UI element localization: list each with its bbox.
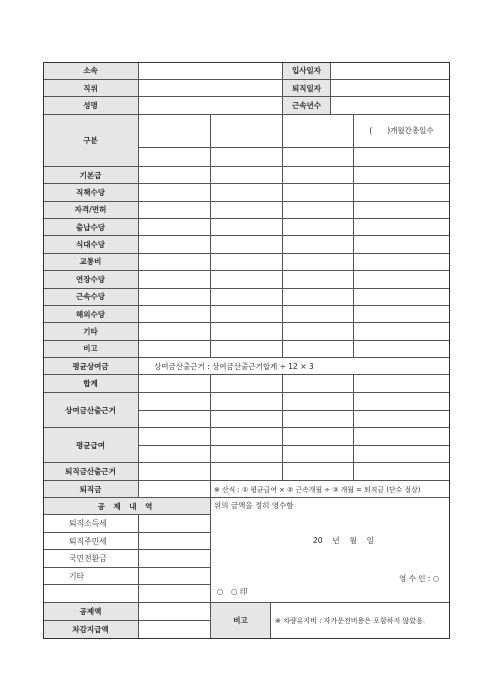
- item-value-cell[interactable]: [354, 341, 450, 358]
- item-value-cell[interactable]: [354, 306, 450, 323]
- bonus-basis-r1c3[interactable]: [283, 393, 354, 411]
- label-severance-basis: 퇴직금산출근거: [43, 463, 139, 481]
- value-position[interactable]: [139, 80, 283, 97]
- bonus-basis-r2c4[interactable]: [354, 411, 450, 428]
- bonus-basis-r1c4[interactable]: [354, 393, 450, 411]
- item-value-cell[interactable]: [139, 306, 211, 323]
- value-affiliation[interactable]: [139, 62, 283, 80]
- value-service-years[interactable]: [331, 97, 450, 115]
- avg-wage-r1c2[interactable]: [211, 428, 283, 446]
- item-value-cell[interactable]: [211, 184, 283, 201]
- item-value-cell[interactable]: [354, 289, 450, 306]
- item-value-cell[interactable]: [139, 341, 211, 358]
- deduction-item-value[interactable]: [139, 585, 211, 603]
- avg-wage-r1c3[interactable]: [283, 428, 354, 446]
- severance-basis-col4[interactable]: [354, 463, 450, 481]
- item-value-cell[interactable]: [283, 167, 354, 184]
- label-total: 합계: [43, 375, 139, 393]
- severance-formula: ※ 산식 : ① 평균급여 × ② 근속개월 ÷ ③ 개월 = 퇴직금 (단수 절상): [211, 481, 450, 498]
- severance-basis-col3[interactable]: [283, 463, 354, 481]
- label-retire-date: 퇴직일자: [283, 80, 331, 97]
- total-col4[interactable]: [354, 375, 450, 393]
- deduction-item-label: 국민전환금: [43, 550, 139, 568]
- total-col1[interactable]: [139, 375, 211, 393]
- bonus-basis-r1c2[interactable]: [211, 393, 283, 411]
- label-avg-bonus: 평균상여금: [43, 358, 139, 375]
- division-col1-bottom[interactable]: [139, 148, 211, 167]
- receipt-receiver: 영 수 인 : ○: [399, 574, 440, 583]
- deduction-item-label: 퇴직소득세: [43, 515, 139, 533]
- deduction-item-value[interactable]: [139, 533, 211, 550]
- item-value-cell[interactable]: [211, 202, 283, 219]
- label-position: 직위: [43, 80, 139, 97]
- deduction-item-value[interactable]: [139, 515, 211, 533]
- deduction-item-label: 퇴직주민세: [43, 533, 139, 550]
- division-col1-top[interactable]: [139, 115, 211, 148]
- item-value-cell[interactable]: [283, 202, 354, 219]
- item-value-cell[interactable]: [283, 289, 354, 306]
- label-deduct-amount: 공제액: [43, 603, 139, 621]
- item-value-cell[interactable]: [211, 306, 283, 323]
- item-value-cell[interactable]: [354, 219, 450, 236]
- avg-wage-r1c1[interactable]: [139, 428, 211, 446]
- label-remark-footer: 비고: [211, 603, 271, 639]
- item-value-cell[interactable]: [354, 202, 450, 219]
- item-value-cell[interactable]: [283, 219, 354, 236]
- item-value-cell[interactable]: [354, 236, 450, 253]
- item-value-cell[interactable]: [211, 289, 283, 306]
- label-item: 식대수당: [43, 236, 139, 253]
- item-value-cell[interactable]: [211, 219, 283, 236]
- label-severance: 퇴직금: [43, 481, 139, 498]
- item-value-cell[interactable]: [139, 289, 211, 306]
- label-bonus-basis: 상여금산출근거: [43, 393, 139, 428]
- bonus-basis-r1c1[interactable]: [139, 393, 211, 411]
- label-avg-wage: 평균급여: [43, 428, 139, 463]
- label-division: 구분: [43, 115, 139, 167]
- avg-wage-r2c4[interactable]: [354, 446, 450, 463]
- item-value-cell[interactable]: [139, 254, 211, 271]
- severance-pay-form: [43, 62, 450, 639]
- item-value-cell[interactable]: [211, 167, 283, 184]
- value-name[interactable]: [139, 97, 283, 115]
- item-value-cell[interactable]: [283, 254, 354, 271]
- severance-basis-col1[interactable]: [139, 463, 211, 481]
- item-value-cell[interactable]: [211, 341, 283, 358]
- item-value-cell[interactable]: [139, 271, 211, 288]
- bonus-basis-r2c2[interactable]: [211, 411, 283, 428]
- label-item: 기본급: [43, 167, 139, 184]
- division-col2-top[interactable]: [211, 115, 283, 148]
- item-value-cell[interactable]: [139, 167, 211, 184]
- division-col4-bottom[interactable]: [354, 148, 450, 167]
- label-item: 근속수당: [43, 289, 139, 306]
- item-value-cell[interactable]: [139, 219, 211, 236]
- item-value-cell[interactable]: [211, 323, 283, 340]
- total-days-text: ( )개월간총일수: [369, 126, 434, 135]
- label-item: 자격/면허: [43, 202, 139, 219]
- item-value-cell[interactable]: [283, 184, 354, 201]
- division-col3-bottom[interactable]: [283, 148, 354, 167]
- severance-amount[interactable]: [139, 481, 211, 498]
- item-value-cell[interactable]: [283, 236, 354, 253]
- avg-wage-r2c3[interactable]: [283, 446, 354, 463]
- label-item: 직책수당: [43, 184, 139, 201]
- value-retire-date[interactable]: [331, 80, 450, 97]
- division-col2-bottom[interactable]: [211, 148, 283, 167]
- avg-bonus-formula: 상여금산출근거 : 상여금산출근거합계 ÷ 12 × 3: [139, 358, 450, 375]
- item-value-cell[interactable]: [354, 167, 450, 184]
- label-item: 기타: [43, 323, 139, 340]
- total-days-cell: [354, 115, 450, 148]
- item-value-cell[interactable]: [283, 323, 354, 340]
- receipt-text: 위의 금액을 정히 영수함: [214, 501, 294, 510]
- item-value-cell[interactable]: [354, 271, 450, 288]
- item-value-cell[interactable]: [283, 341, 354, 358]
- severance-basis-col2[interactable]: [211, 463, 283, 481]
- label-net-pay: 차감지급액: [43, 621, 139, 639]
- deduction-item-label: [43, 585, 139, 603]
- label-item: 연장수당: [43, 271, 139, 288]
- label-item: 교통비: [43, 254, 139, 271]
- label-item: 출납수당: [43, 219, 139, 236]
- receipt-seal: ○ ○ 印: [217, 587, 248, 596]
- avg-wage-r2c2[interactable]: [211, 446, 283, 463]
- item-value-cell[interactable]: [139, 184, 211, 201]
- bonus-basis-r2c1[interactable]: [139, 411, 211, 428]
- item-value-cell[interactable]: [139, 323, 211, 340]
- total-col3[interactable]: [283, 375, 354, 393]
- label-item: 해외수당: [43, 306, 139, 323]
- label-join-date: 입사일자: [283, 62, 331, 80]
- item-value-cell[interactable]: [283, 271, 354, 288]
- deduction-header: 공 제 내 역: [43, 498, 211, 515]
- item-value-cell[interactable]: [283, 306, 354, 323]
- deduction-item-value[interactable]: [139, 568, 211, 585]
- item-value-cell[interactable]: [211, 236, 283, 253]
- deduction-item-value[interactable]: [139, 550, 211, 568]
- value-net-pay[interactable]: [139, 621, 211, 639]
- remark-text: ※ 차량유지비 : 자가운전비용은 포함하지 않았음.: [271, 603, 450, 639]
- item-value-cell[interactable]: [139, 202, 211, 219]
- receipt-date: 20 년 월 일: [313, 536, 374, 545]
- value-deduct-amount[interactable]: [139, 603, 211, 621]
- value-join-date[interactable]: [331, 62, 450, 80]
- item-value-cell[interactable]: [139, 236, 211, 253]
- deduction-item-label: 기타: [43, 568, 139, 585]
- item-value-cell[interactable]: [211, 271, 283, 288]
- label-affiliation: 소속: [43, 62, 139, 80]
- avg-wage-r2c1[interactable]: [139, 446, 211, 463]
- label-service-years: 근속년수: [283, 97, 331, 115]
- item-value-cell[interactable]: [354, 323, 450, 340]
- item-value-cell[interactable]: [354, 184, 450, 201]
- label-name: 성명: [43, 97, 139, 115]
- bonus-basis-r2c3[interactable]: [283, 411, 354, 428]
- total-col2[interactable]: [211, 375, 283, 393]
- item-value-cell[interactable]: [354, 254, 450, 271]
- label-item: 비고: [43, 341, 139, 358]
- avg-wage-r1c4[interactable]: [354, 428, 450, 446]
- item-value-cell[interactable]: [211, 254, 283, 271]
- division-col3-top[interactable]: [283, 115, 354, 148]
